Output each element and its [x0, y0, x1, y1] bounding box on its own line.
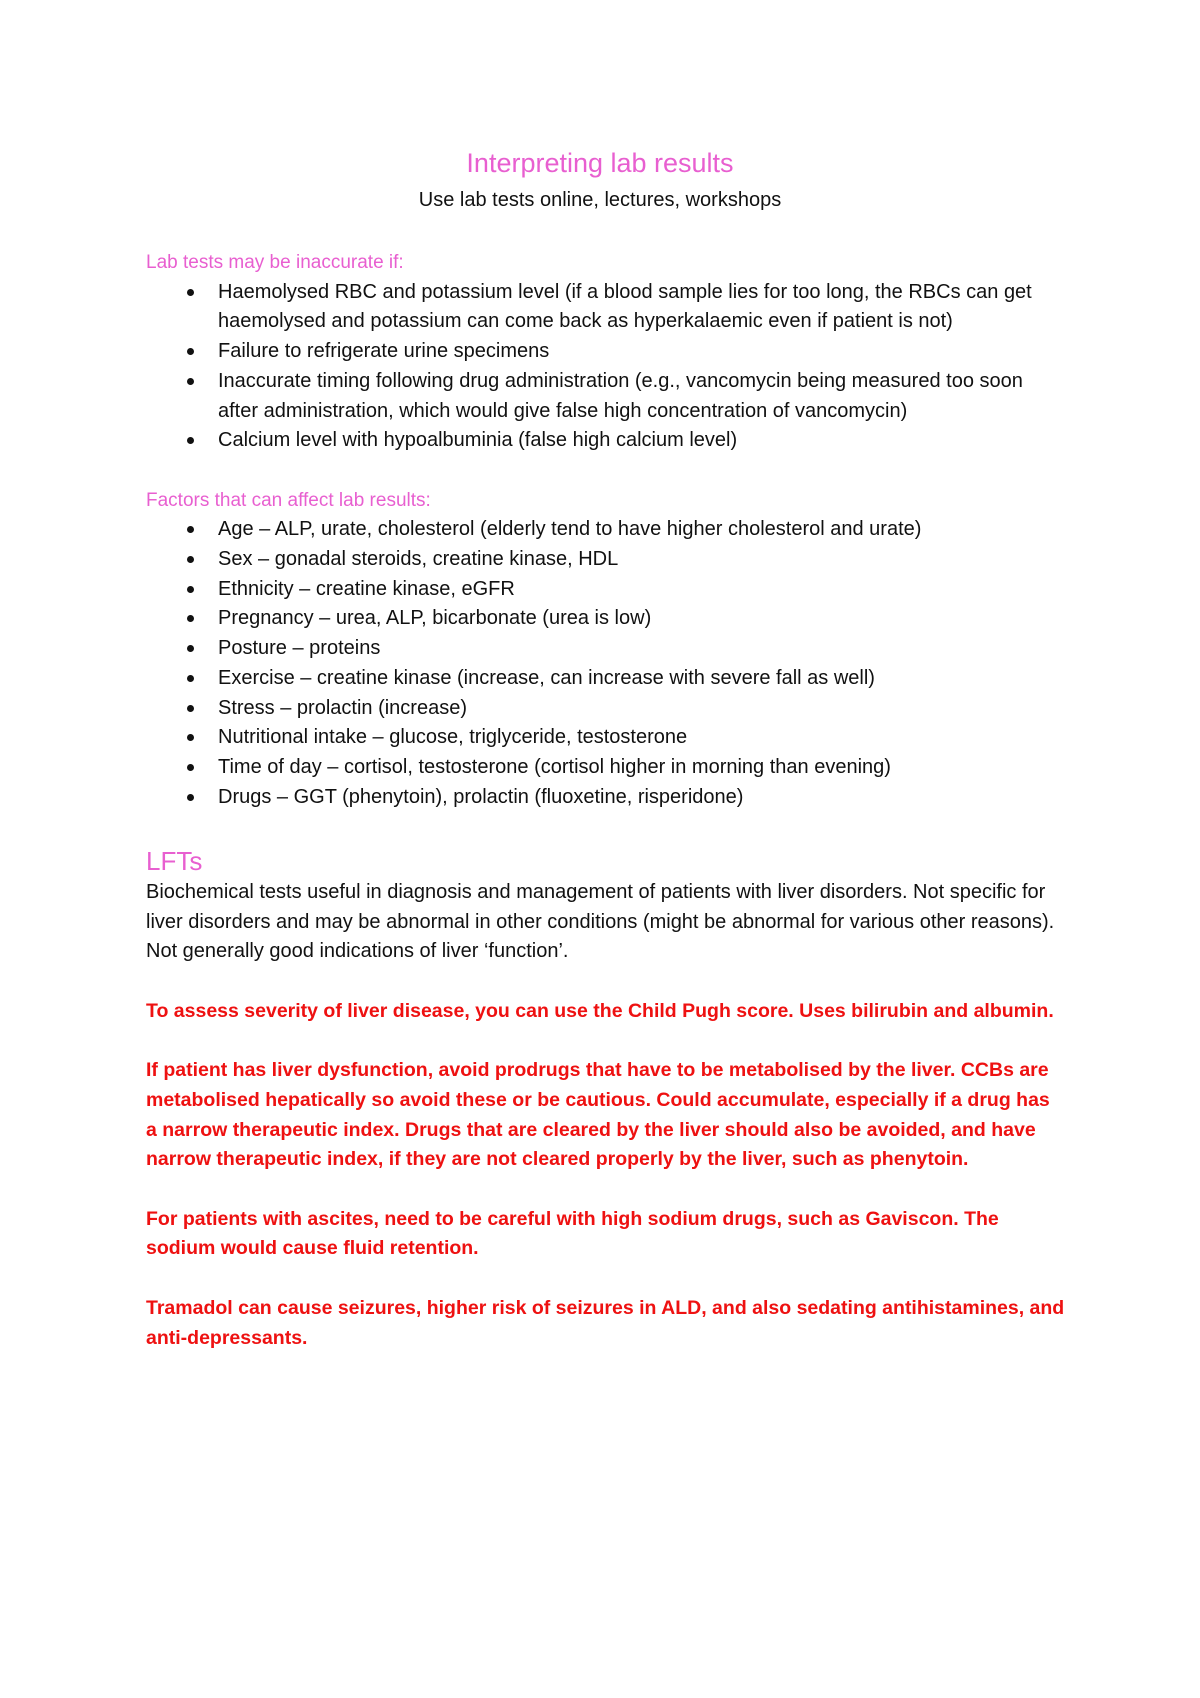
page-title: Interpreting lab results	[466, 148, 734, 178]
page-subtitle: Use lab tests online, lectures, workshops	[418, 189, 782, 211]
bullet-icon	[187, 289, 194, 296]
inaccurate-heading: Lab tests may be inaccurate if:	[146, 252, 404, 273]
list-item: Inaccurate timing following drug administration (e.g., vancomycin being measured too soon after administration, which would give false high concentration of vancomycin)	[146, 367, 1066, 426]
bullet-icon	[187, 556, 194, 563]
list-item: Nutritional intake – glucose, triglyceride, testosterone	[146, 723, 1066, 753]
bullet-icon	[187, 526, 194, 533]
list-item: Haemolysed RBC and potassium level (if a blood sample lies for too long, the RBCs can get haemolysed and potassium can come back as hyperkalaemic even if patient is not)	[146, 278, 1066, 337]
lfts-heading: LFTs	[146, 846, 203, 877]
lfts-intro: Biochemical tests useful in diagnosis and management of patients with liver disorders. Not specific for liver disorders and may be abnormal in other conditions (might be abnormal for various other reasons). Not generally good indications of liver ‘function’.	[146, 881, 1055, 963]
list-item: Sex – gonadal steroids, creatine kinase, HDL	[146, 545, 1066, 575]
lfts-note: To assess severity of liver disease, you can use the Child Pugh score. Uses bilirubin and albumin.	[146, 999, 1054, 1022]
bullet-icon	[187, 705, 194, 712]
list-item: Age – ALP, urate, cholesterol (elderly tend to have higher cholesterol and urate)	[146, 515, 1066, 545]
bullet-icon	[187, 734, 194, 741]
list-item: Drugs – GGT (phenytoin), prolactin (fluoxetine, risperidone)	[146, 783, 1066, 813]
lfts-note: For patients with ascites, need to be careful with high sodium drugs, such as Gaviscon. The sodium would cause fluid retention.	[146, 1207, 999, 1260]
bullet-icon	[187, 586, 194, 593]
inaccurate-list	[146, 278, 1066, 456]
factors-heading: Factors that can affect lab results:	[146, 489, 431, 511]
list-item: Failure to refrigerate urine specimens	[146, 337, 1066, 367]
factors-list	[146, 515, 1066, 812]
bullet-icon	[187, 645, 194, 652]
list-item: Posture – proteins	[146, 634, 1066, 664]
bullet-icon	[187, 437, 194, 444]
document-body	[146, 248, 1066, 1353]
list-item: Exercise – creatine kinase (increase, can increase with severe fall as well)	[146, 664, 1066, 694]
bullet-icon	[187, 794, 194, 801]
list-item: Stress – prolactin (increase)	[146, 694, 1066, 724]
list-item: Calcium level with hypoalbuminia (false high calcium level)	[146, 426, 1066, 456]
bullet-icon	[187, 615, 194, 622]
list-item: Pregnancy – urea, ALP, bicarbonate (urea is low)	[146, 604, 1066, 634]
bullet-icon	[187, 378, 194, 385]
lfts-note: Tramadol can cause seizures, higher risk of seizures in ALD, and also sedating antihistamines, and anti-depressants.	[146, 1296, 1065, 1349]
bullet-icon	[187, 675, 194, 682]
bullet-icon	[187, 764, 194, 771]
bullet-icon	[187, 348, 194, 355]
lfts-note: If patient has liver dysfunction, avoid prodrugs that have to be metabolised by the liver. CCBs are metabolised hepatically so avoid these or be cautious. Could accumulate, especially if a drug has a narrow therapeutic index. Drugs that are cleared by the liver should also be avoided, and have narrow therapeutic index, if they are not cleared properly by the liver, such as phenytoin.	[146, 1059, 1050, 1171]
list-item: Time of day – cortisol, testosterone (cortisol higher in morning than evening)	[146, 753, 1066, 783]
list-item: Ethnicity – creatine kinase, eGFR	[146, 575, 1066, 605]
